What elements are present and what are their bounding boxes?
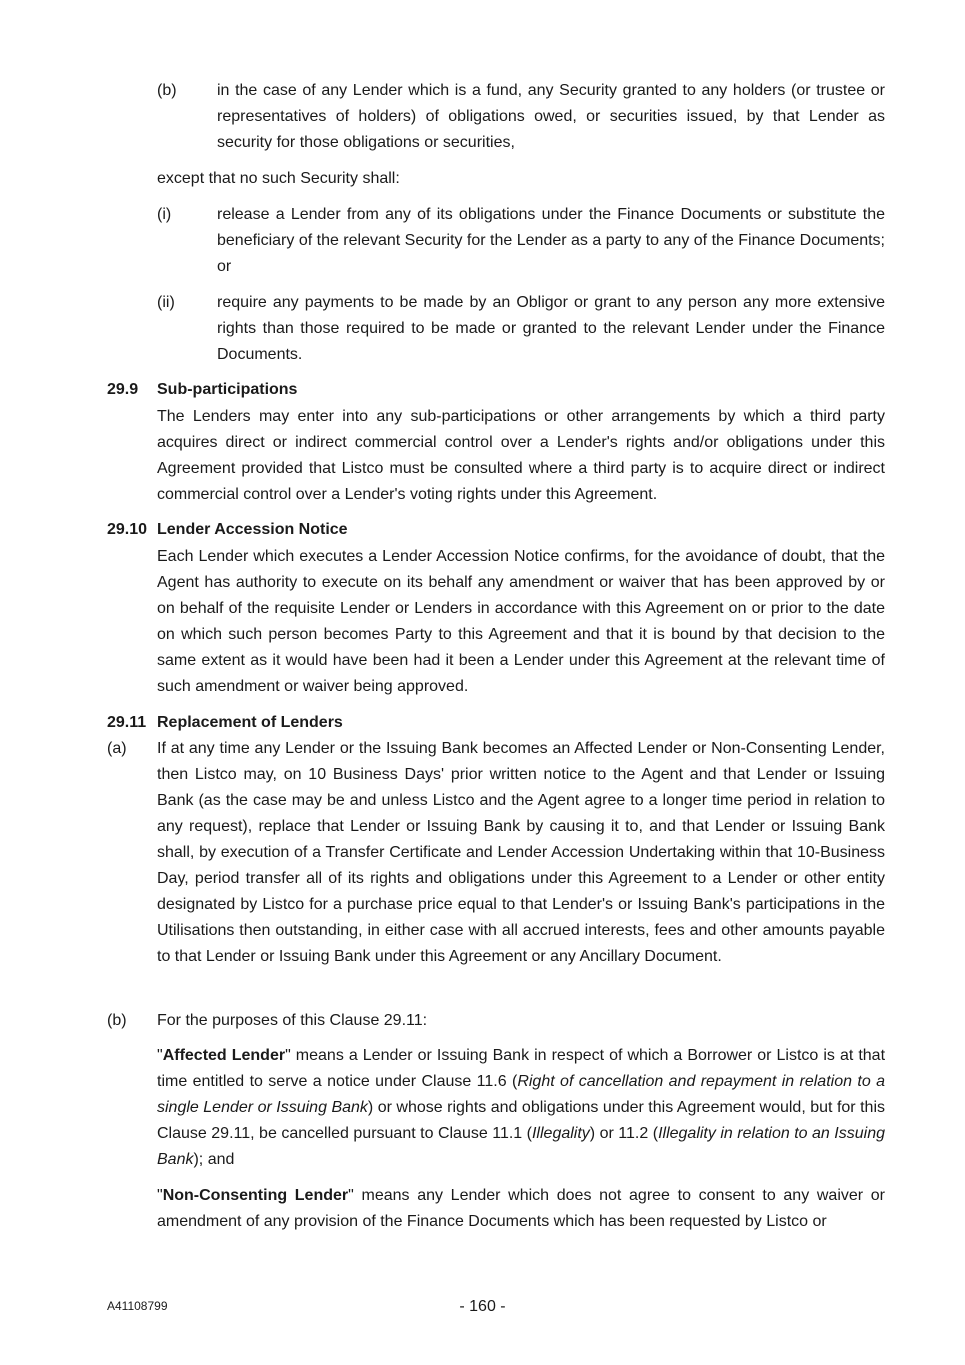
section-29-11-number: 29.11 [107,714,147,731]
section-29-10-number: 29.10 [107,521,148,538]
item-ii-label: (ii) [157,294,175,311]
item-i-text: release a Lender from any of its obligations under the Finance Documents or substitute the beneficiary of the relevant Security for the Lender as a party to any of the Finance Documents; or [217,206,885,275]
section-29-10-title: Lender Accession Notice [157,521,348,538]
page-number: - 160 - [459,1298,506,1315]
item-b-label: (b) [157,82,177,99]
section-29-11-title: Replacement of Lenders [157,714,343,731]
affected-lender-term: Affected Lender [162,1047,286,1064]
item-b2-text: For the purposes of this Clause 29.11: [157,1012,428,1029]
item-ii-text: require any payments to be made by an Obligor or grant to any person any more extensive rights than those required to be made or granted to the relevant Lender under the Finance Documents. [217,294,885,363]
section-29-9-title: Sub-participations [157,381,298,398]
item-b-text: in the case of any Lender which is a fund, any Security granted to any holders (or trustee or representatives of holders) of obligations owed, or securities issued, by that Lender as security for those obligations or securities, [217,82,885,151]
non-consenting-lender-definition: "Non-Consenting Lender" means any Lender which does not agree to consent to any waiver or amendment of any provision of the Finance Documents which has been requested by Listco or [157,1187,886,1230]
item-b2-label: (b) [107,1012,127,1029]
affected-lender-definition: "Affected Lender" means a Lender or Issuing Bank in respect of which a Borrower or Listco is at that time entitled to serve a notice under Clause 11.6 (Right of cancellation and repayment in relation to a single Lender or Issuing Bank) or whose rights and obligations under this Agreement would, but for this Clause 29.11, be cancelled pursuant to Clause 11.1 (Illegality) or 11.2 (Illegality in relation to an Issuing Bank); and [157,1047,886,1168]
document-id: A41108799 [107,1299,168,1313]
section-29-10-text: Each Lender which executes a Lender Accession Notice confirms, for the avoidance of doubt, that the Agent has authority to execute on its behalf any amendment or waiver that has been approved by or on behalf of the requisite Lender or Lenders in accordance with this Agreement on or prior to the date on which such person becomes Party to this Agreement and that it is bound by that decision to the same extent as it would have been had it been a Lender under this Agreement at the relevant time of such amendment or waiver being approved. [157,548,885,695]
except-text: except that no such Security shall: [157,170,400,187]
section-29-9-text: The Lenders may enter into any sub-participations or other arrangements by which a third party acquires direct or indirect commercial control over a Lender's rights and/or obligations under this Agreement provided that Listco must be consulted where a third party is to acquire direct or indirect commercial control over a Lender's voting rights under this Agreement. [157,408,885,503]
non-consenting-lender-term: Non-Consenting Lender [162,1187,349,1204]
item-a-label: (a) [107,740,127,757]
item-a-text: If at any time any Lender or the Issuing Bank becomes an Affected Lender or Non-Consenting Lender, then Listco may, on 10 Business Days' prior written notice to the Agent and that Lender or Issuing Bank (as the case may be and unless Listco and the Agent agree to a longer time period in relation to any request), replace that Lender or Issuing Bank by causing it to, and that Lender or Issuing Bank shall, by execution of a Transfer Certificate and Lender Accession Undertaking within that 10-Business Day, period transfer all of its rights and obligations under this Agreement to a Lender or other entity designated by Listco for a purchase price equal to that Lender's or Issuing Bank's participations in the Utilisations then outstanding, in either case with all accrued interests, fees and other amounts payable to that Lender or Issuing Bank under this Agreement or any Ancillary Document. [157,740,885,965]
section-29-9-number: 29.9 [107,381,139,398]
item-i-label: (i) [157,206,172,223]
